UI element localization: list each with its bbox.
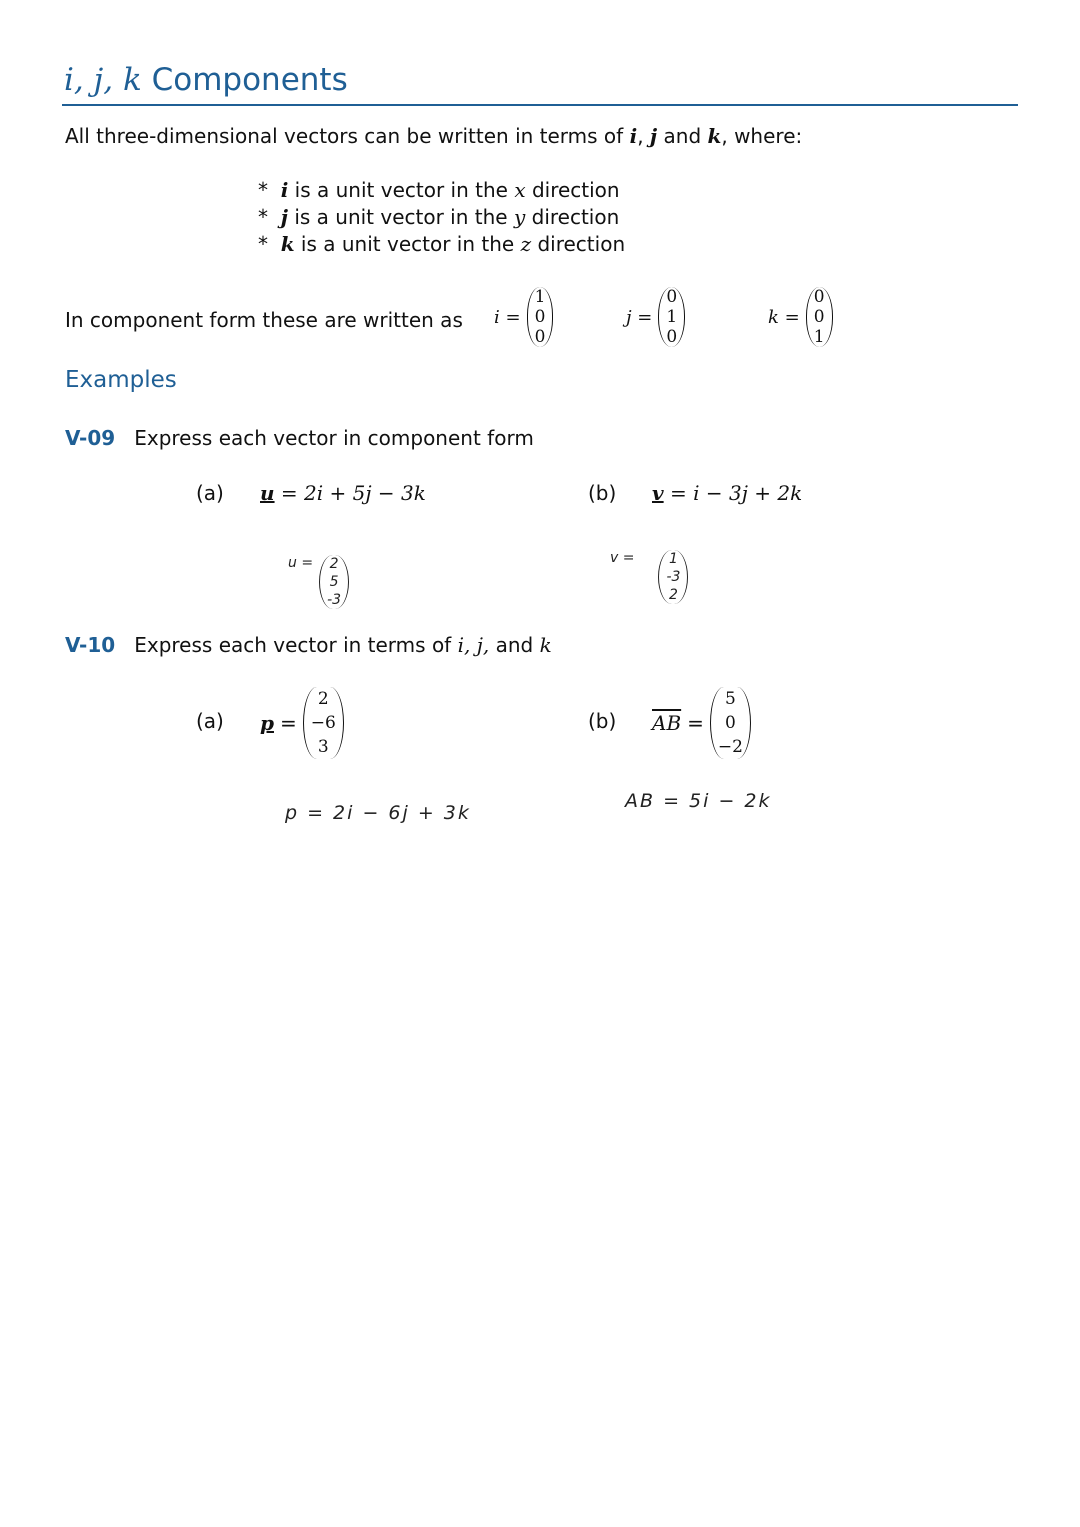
bullet-item <box>258 231 625 258</box>
unit-vector-k <box>768 287 833 347</box>
v10-a-vector <box>260 687 344 759</box>
vector-var: $\overline{AB}$ <box>652 711 682 735</box>
vector-var: u <box>260 481 275 505</box>
bullet-axis: y <box>513 205 526 229</box>
column-vector <box>658 287 685 347</box>
bullet-star: * <box>258 232 268 256</box>
vector-value: 0 <box>813 287 825 307</box>
intro-comma: , <box>637 124 650 148</box>
v09-b-answer <box>610 550 688 604</box>
page-title <box>64 62 348 98</box>
answer-value: 2 <box>329 556 339 572</box>
vector-value: 0 <box>534 327 546 347</box>
bullet-text: is a unit vector in the <box>288 178 515 202</box>
vector-value: 1 <box>666 307 678 327</box>
v10-b-label: (b) <box>588 709 617 733</box>
vector-value: 0 <box>534 307 546 327</box>
bullet-item <box>258 204 625 231</box>
bullet-text: is a unit vector in the <box>287 205 514 229</box>
vector-name: k = <box>768 306 800 328</box>
v09-a-label: (a) <box>196 481 224 505</box>
component-form-label: In component form these are written as <box>65 308 463 332</box>
v10-b-vector <box>652 687 751 759</box>
bullet-sym: k <box>280 232 295 256</box>
vector-value: 3 <box>317 737 329 757</box>
examples-heading: Examples <box>65 367 177 393</box>
bullet-text: is a unit vector in the <box>294 232 521 256</box>
bullet-end: direction <box>525 178 620 202</box>
column-vector <box>303 687 344 759</box>
intro-text <box>65 124 802 148</box>
v09-b-label: (b) <box>588 481 617 505</box>
bullet-sym: i <box>280 178 289 202</box>
answer-value: -3 <box>327 592 342 608</box>
prompt-and: and <box>489 633 540 657</box>
vector-value: 0 <box>666 327 678 347</box>
v09-a-answer <box>288 555 349 609</box>
bullet-star: * <box>258 178 268 202</box>
column-vector <box>806 287 833 347</box>
question-prompt: Express each vector in component form <box>134 426 534 450</box>
question-prompt: Express each vector in terms of <box>134 633 458 657</box>
vector-value: 0 <box>813 307 825 327</box>
v09-b-expression <box>652 481 802 505</box>
vector-expr: = 2i + 5j − 3k <box>280 481 426 505</box>
answer-var: v = <box>610 550 635 566</box>
column-vector <box>710 687 751 759</box>
v10-header <box>65 633 552 657</box>
bullet-end: direction <box>525 205 620 229</box>
bullet-end: direction <box>531 232 626 256</box>
title-text: Components <box>151 62 348 98</box>
v10-a-answer: p = 2i − 6j + 3k <box>285 802 471 824</box>
title-rule <box>62 104 1018 106</box>
vector-value: 1 <box>813 327 825 347</box>
intro-and: and <box>657 124 708 148</box>
unit-vector-i <box>494 287 553 347</box>
answer-value: -3 <box>666 569 681 585</box>
answer-var: u = <box>288 555 314 571</box>
unit-vector-j <box>626 287 685 347</box>
bullet-axis: x <box>514 178 526 202</box>
intro-after: , where: <box>721 124 803 148</box>
vector-var: p <box>260 711 274 735</box>
answer-value: 2 <box>668 587 678 603</box>
v10-b-answer: AB = 5i − 2k <box>625 790 772 812</box>
vector-value: 1 <box>534 287 546 307</box>
equals: = <box>687 711 704 735</box>
vector-expr: = i − 3j + 2k <box>669 481 803 505</box>
equals: = <box>279 711 297 735</box>
intro-k: k <box>707 124 722 148</box>
answer-value: 5 <box>329 574 339 590</box>
answer-value: 1 <box>668 551 678 567</box>
vector-value: 0 <box>725 713 736 733</box>
vector-name: i = <box>494 306 521 328</box>
vector-var: v <box>652 481 664 505</box>
question-code: V-09 <box>65 426 116 450</box>
v10-a-label: (a) <box>196 709 224 733</box>
handwritten-vector <box>319 555 349 609</box>
v09-header <box>65 426 534 450</box>
bullet-list <box>258 177 625 258</box>
prompt-math: i, j, <box>457 633 490 657</box>
title-math: i, j, k <box>64 62 142 98</box>
bullet-sym: j <box>280 205 288 229</box>
v09-a-expression <box>260 481 426 505</box>
bullet-item <box>258 177 625 204</box>
vector-value: 5 <box>725 689 736 709</box>
vector-value: −2 <box>717 737 743 757</box>
intro-i: i <box>629 124 638 148</box>
handwritten-vector <box>658 550 688 604</box>
vector-name: j = <box>626 306 653 328</box>
vector-value: 2 <box>317 689 329 709</box>
intro-before: All three-dimensional vectors can be written in terms of <box>65 124 630 148</box>
bullet-axis: z <box>520 232 532 256</box>
vector-value: −6 <box>310 713 336 733</box>
vector-value: 0 <box>666 287 678 307</box>
prompt-k: k <box>539 633 552 657</box>
column-vector <box>527 287 554 347</box>
intro-j: j <box>649 124 658 148</box>
question-code: V-10 <box>65 633 116 657</box>
bullet-star: * <box>258 205 268 229</box>
